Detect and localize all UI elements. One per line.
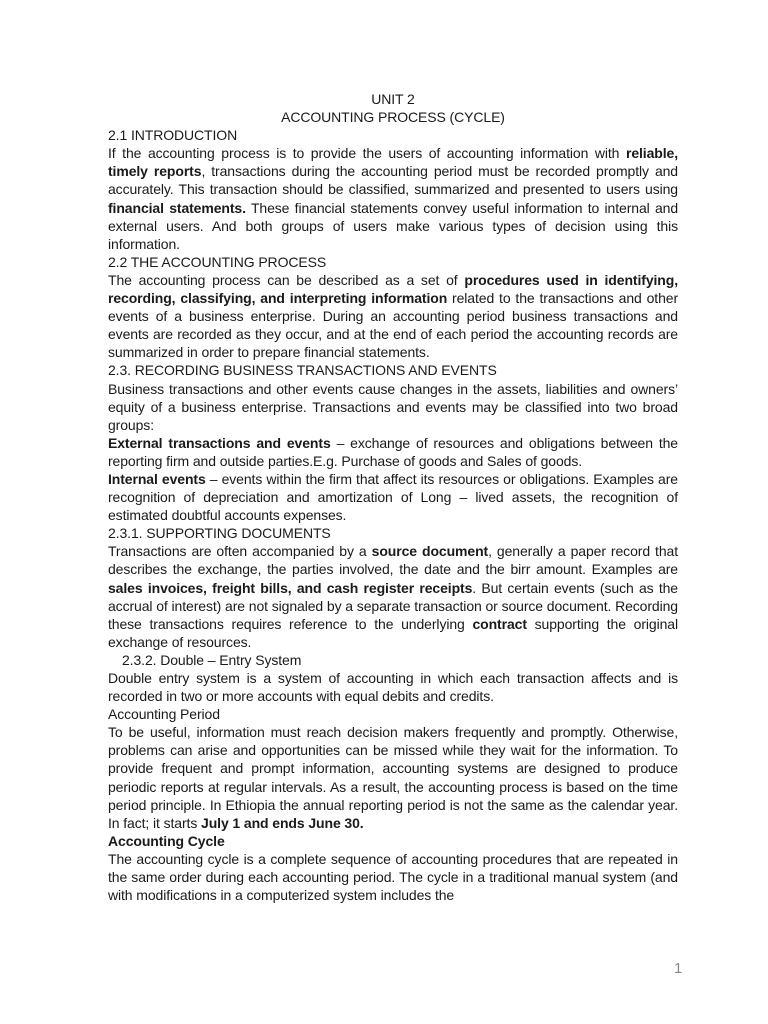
page-number: 1 [674,960,683,977]
text-run: These financial statements convey useful information to internal and external users. And both groups of users make various types of decision using this information. [108,199,679,252]
accounting-period-heading: Accounting Period [108,706,220,723]
text-run: – events within the firm that affect its resources or obligations. Examples are recognition of depreciation and amortization of Long – lived assets, the recognition of estimated doubtful accounts expenses. [108,470,678,524]
text-run: To be useful, information must reach decision makers frequently and promptly. Otherwise, problems can arise and opportunities can be missed while they wait for the information. To provide frequent and prompt information, accounting systems are designed to produce periodic reports at regular intervals. As a result, the accounting process is based on the time period principle. In Ethiopia the annual reporting period is not the same as the calendar year. In fact; it starts [108,724,678,831]
bold-term: procedures used in identifying, recording, classifying, and interpreting information [108,271,678,307]
external-transactions-paragraph [108,434,678,470]
bold-term: External transactions and events [108,434,331,451]
section-2-3-2-heading: 2.3.2. Double – Entry System [122,651,302,668]
text-run: related to the transactions and other events of a business enterprise. During an accounting period business transactions and events are recorded as they occur, and at the end of each period the accounting records are summarized in order to prepare financial statements. [108,290,679,361]
section-2-3-1-heading: 2.3.1. SUPPORTING DOCUMENTS [108,525,331,542]
text-run: Transactions are often accompanied by a [108,543,372,560]
text-run: If the accounting process is to provide the users of accounting information with [108,145,626,162]
accounting-cycle-paragraph: The accounting cycle is a complete sequence of accounting procedures that are repeated in the same order during each accounting period. The cycle in a traditional manual system (and with modifications in a computerized system includes the [108,850,678,904]
section-2-2-heading: 2.2 THE ACCOUNTING PROCESS [108,253,327,270]
section-2-3-intro: Business transactions and other events cause changes in the assets, liabilities and owners’ equity of a business enterprise. Transactions and events may be classified into two broad groups: [108,380,678,433]
section-2-3-heading: 2.3. RECORDING BUSINESS TRANSACTIONS AND EVENTS [108,362,497,379]
section-2-3-2-paragraph: Double entry system is a system of accounting in which each transaction affects and is recorded in two or more accounts with equal debits and credits. [108,670,678,705]
text-run: – exchange of resources and obligations between the reporting firm and outside parties.E.g. Purchase of goods and Sales of goods. [108,434,678,469]
bold-term: reliable, timely reports [108,145,678,180]
bold-term: source document [371,543,489,560]
bold-term: sales invoices, freight bills, and cash register receipts [108,579,473,596]
text-run: supporting the original exchange of resources. [108,615,678,650]
section-2-1-paragraph [108,144,678,253]
unit-label: UNIT 2 [371,91,415,107]
section-2-1-heading: 2.1 INTRODUCTION [108,127,238,144]
accounting-period-paragraph [108,723,678,832]
document-page [108,90,678,904]
internal-events-paragraph [108,470,678,524]
section-2-2-paragraph [108,271,678,361]
bold-term: financial statements. [108,199,246,216]
text-run: The accounting process can be described as a set of [108,271,465,288]
accounting-cycle-heading: Accounting Cycle [108,832,225,849]
section-2-3-1-paragraph [108,542,678,651]
bold-term: contract [472,615,527,632]
bold-term: July 1 and ends June 30. [201,814,364,831]
document-title: ACCOUNTING PROCESS (CYCLE) [281,109,505,126]
text-run: , transactions during the accounting period must be recorded promptly and accurately. This transaction should be classified, summarized and presented to users using [108,163,678,198]
text-run: . But certain events (such as the accrual of interest) are not signaled by a separate transaction or source document. Recording these transactions requires reference to the underlying [108,579,678,632]
bold-term: Internal events [108,470,206,487]
text-run: , generally a paper record that describes the exchange, the parties involved, the date and the birr amount. Examples are [108,543,678,578]
